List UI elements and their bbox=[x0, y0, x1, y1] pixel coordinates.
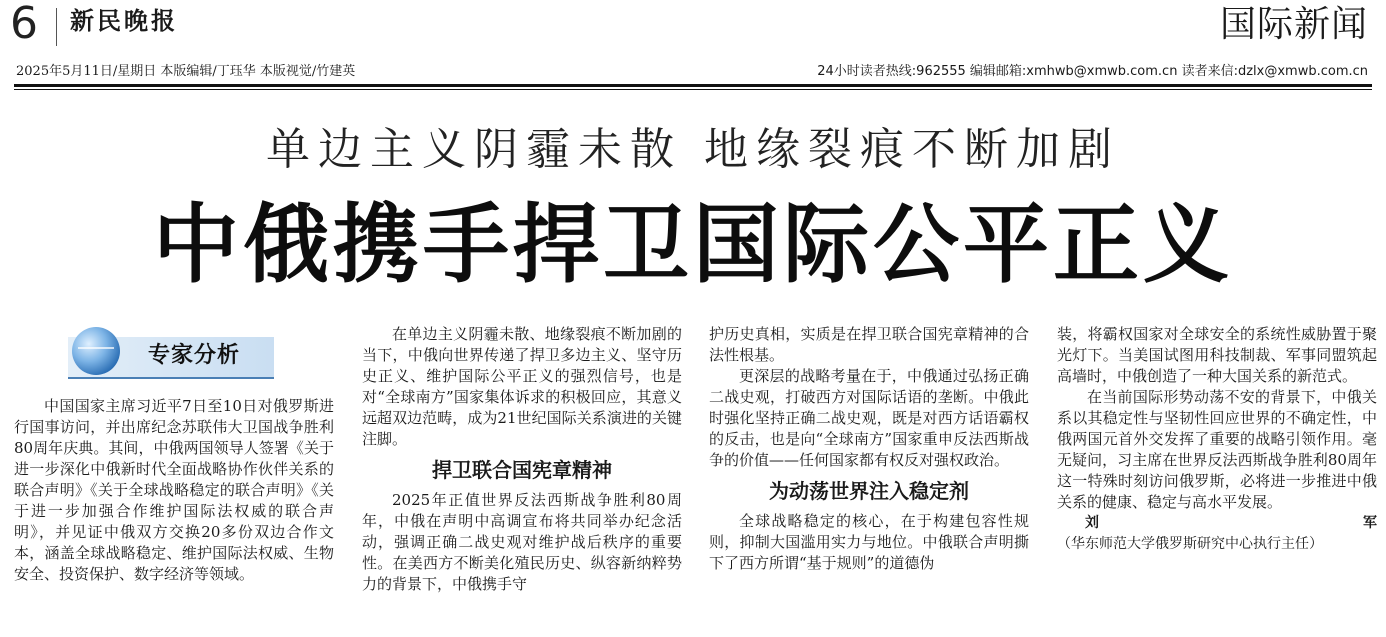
paragraph: 中国国家主席习近平7日至10日对俄罗斯进行国事访问，并出席纪念苏联伟大卫国战争胜利80周年庆典。其间，中俄两国领导人签署《关于进一步深化中俄新时代全面战略协作伙伴关系的联合声明》《关于全球战略稳定的联合声明》《关于进一步加强合作维护国际法权威的联合声明》，并见证中俄双方交换20多份双边合作文本，涵盖全球战略稳定、维护国际法权威、生物安全、投资保护、数字经济等领域。 bbox=[14, 397, 334, 583]
byline-name: 刘军 bbox=[1085, 515, 1377, 531]
byline bbox=[1057, 513, 1377, 555]
masthead-divider bbox=[56, 8, 57, 46]
article-column-3 bbox=[709, 324, 1029, 574]
article-column-2 bbox=[362, 324, 682, 595]
date-editor-line: 2025年5月11日/星期日 本版编辑/丁珏华 本版视觉/竹建英 bbox=[16, 64, 356, 79]
article-column-1 bbox=[14, 396, 334, 585]
section-title: 国际新闻 bbox=[1219, 4, 1368, 45]
paper-name: 新民晚报 bbox=[70, 6, 178, 35]
globe-icon bbox=[72, 327, 120, 375]
expert-analysis-badge bbox=[68, 327, 274, 379]
paragraph: 2025年正值世界反法西斯战争胜利80周年，中俄在声明中高调宣布将共同举办纪念活动，强调正确二战史观对维护战后秩序的重要性。在美西方不断美化殖民历史、纵容新纳粹势力的背景下，中俄携手守 bbox=[362, 491, 682, 593]
paragraph: 装，将霸权国家对全球安全的系统性威胁置于聚光灯下。当美国试图用科技制裁、军事同盟筑起高墙时，中俄创造了一种大国关系的新范式。 bbox=[1057, 325, 1377, 385]
header-rule-thin bbox=[14, 89, 1372, 90]
contact-line: 24小时读者热线:962555 编辑邮箱:xmhwb@xmwb.com.cn 读者来信:dzlx@xmwb.com.cn bbox=[817, 64, 1368, 79]
page-number: 6 bbox=[10, 0, 38, 49]
badge-label: 专家分析 bbox=[148, 343, 241, 368]
paragraph: 全球战略稳定的核心，在于构建包容性规则，抑制大国滥用实力与地位。中俄联合声明撕下了西方所谓“基于规则”的道德伪 bbox=[709, 512, 1029, 572]
paragraph: 更深层的战略考量在于，中俄通过弘扬正确二战史观，打破西方对国际话语的垄断。中俄此时强化坚持正确二战史观，既是对西方话语霸权的反击，也是向“全球南方”国家重申反法西斯战争的价值——任何国家都有权反对强权政治。 bbox=[709, 367, 1029, 469]
header-rule bbox=[14, 84, 1372, 87]
byline-title: （华东师范大学俄罗斯研究中心执行主任） bbox=[1057, 536, 1323, 552]
article-headline: 中俄携手捍卫国际公平正义 bbox=[153, 195, 1233, 295]
paragraph: 在单边主义阴霾未散、地缘裂痕不断加剧的当下，中俄向世界传递了捍卫多边主义、坚守历史正义、维护国际公平正义的强烈信号，也是对“全球南方”国家集体诉求的积极回应，其意义远超双边范畴，成为21世纪国际关系演进的关键注脚。 bbox=[362, 325, 682, 448]
section-heading: 捍卫联合国宪章精神 bbox=[432, 458, 612, 482]
paragraph: 护历史真相，实质是在捍卫联合国宪章精神的合法性根基。 bbox=[709, 325, 1029, 364]
paragraph: 在当前国际形势动荡不安的背景下，中俄关系以其稳定性与坚韧性回应世界的不确定性，中俄两国元首外交发挥了重要的战略引领作用。毫无疑问，习主席在世界反法西斯战争胜利80周年这一特殊时刻访问俄罗斯，必将进一步推进中俄关系的健康、稳定与高水平发展。 bbox=[1057, 388, 1377, 511]
article-column-4 bbox=[1057, 324, 1377, 555]
section-heading: 为动荡世界注入稳定剂 bbox=[769, 479, 969, 503]
article-subheadline: 单边主义阴霾未散 地缘裂痕不断加剧 bbox=[266, 124, 1120, 175]
